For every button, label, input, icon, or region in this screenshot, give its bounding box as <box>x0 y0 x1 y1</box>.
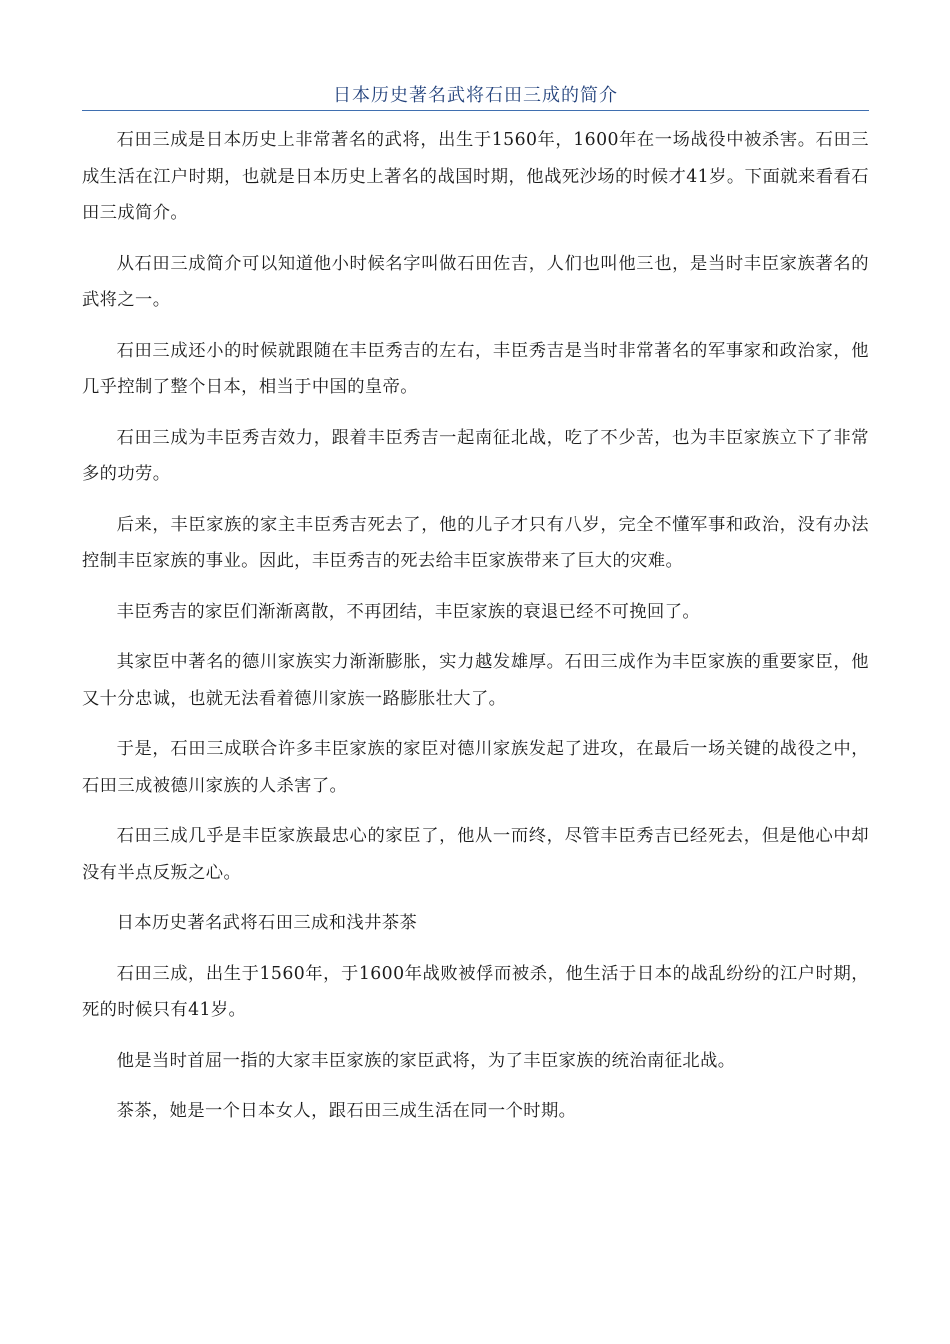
paragraph: 其家臣中著名的德川家族实力渐渐膨胀，实力越发雄厚。石田三成作为丰臣家族的重要家臣，他又十分忠诚，也就无法看着德川家族一路膨胀壮大了。 <box>82 652 869 709</box>
paragraph: 后来，丰臣家族的家主丰臣秀吉死去了，他的儿子才只有八岁，完全不懂军事和政治，没有办法控制丰臣家族的事业。因此，丰臣秀吉的死去给丰臣家族带来了巨大的灾难。 <box>82 514 869 571</box>
section-heading: 日本历史著名武将石田三成和浅井茶茶 <box>116 913 418 933</box>
paragraph: 石田三成是日本历史上非常著名的武将，出生于1560年，1600年在一场战役中被杀害。石田三成生活在江户时期，也就是日本历史上著名的战国时期，他战死沙场的时候才41岁。下面就来看看石田三成简介。 <box>82 130 869 223</box>
paragraph: 丰臣秀吉的家臣们渐渐离散，不再团结，丰臣家族的衰退已经不可挽回了。 <box>116 601 701 622</box>
paragraph: 他是当时首屈一指的大家丰臣家族的家臣武将，为了丰臣家族的统治南征北战。 <box>116 1050 736 1071</box>
article-body <box>82 122 869 1144</box>
paragraph: 于是，石田三成联合许多丰臣家族的家臣对德川家族发起了进攻，在最后一场关键的战役之中，石田三成被德川家族的人杀害了。 <box>82 739 869 796</box>
paragraph: 石田三成还小的时候就跟随在丰臣秀吉的左右，丰臣秀吉是当时非常著名的军事家和政治家，他几乎控制了整个日本，相当于中国的皇帝。 <box>82 340 869 397</box>
paragraph: 石田三成几乎是丰臣家族最忠心的家臣了，他从一而终，尽管丰臣秀吉已经死去，但是他心中却没有半点反叛之心。 <box>82 826 869 883</box>
page-header <box>82 78 869 111</box>
paragraph: 茶茶，她是一个日本女人，跟石田三成生活在同一个时期。 <box>116 1101 577 1121</box>
paragraph: 石田三成，出生于1560年，于1600年战败被俘而被杀，他生活于日本的战乱纷纷的江户时期，死的时候只有41岁。 <box>82 963 869 1020</box>
paragraph: 从石田三成简介可以知道他小时候名字叫做石田佐吉，人们也叫他三也，是当时丰臣家族著名的武将之一。 <box>82 253 869 310</box>
page-title: 日本历史著名武将石田三成的简介 <box>333 85 618 106</box>
paragraph: 石田三成为丰臣秀吉效力，跟着丰臣秀吉一起南征北战，吃了不少苦，也为丰臣家族立下了非常多的功劳。 <box>82 427 869 484</box>
